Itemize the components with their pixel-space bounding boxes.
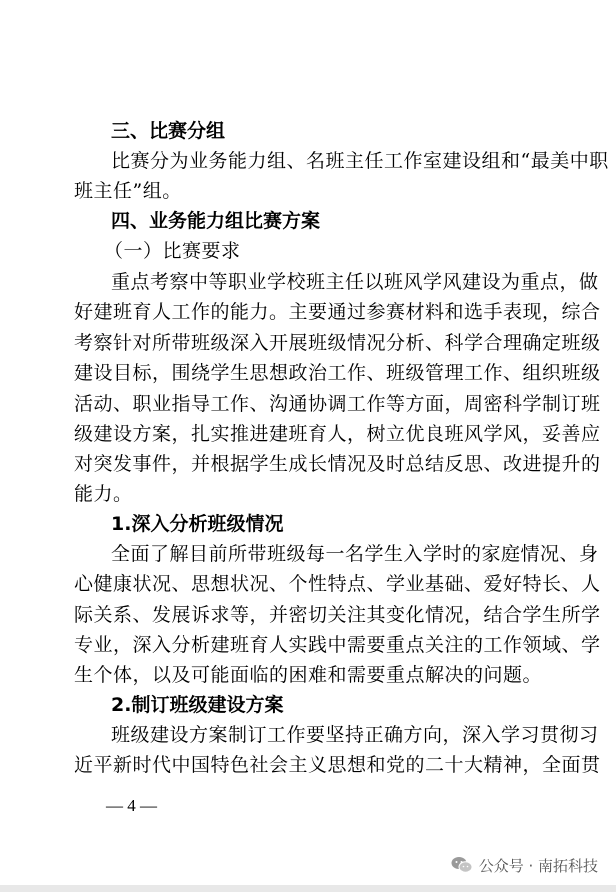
item-1-title: 1.深入分析班级情况 — [111, 513, 284, 535]
paragraph-line: 班主任”组。 — [74, 180, 182, 202]
paragraph-line: 重点考察中等职业学校班主任以班风学风建设为重点，做 — [111, 271, 599, 293]
paragraph-line: 好建班育人工作的能力。主要通过参赛材料和选手表现，综合 — [74, 301, 601, 323]
item-2-title: 2.制订班级建设方案 — [111, 694, 284, 716]
section-heading-4: 四、业务能力组比赛方案 — [111, 210, 321, 232]
subheading-1: （一）比赛要求 — [104, 240, 241, 262]
paragraph-line: 全面了解目前所带班级每一名学生入学时的家庭情况、身 — [111, 543, 599, 565]
paragraph-line: 专业，深入分析建班育人实践中需要重点关注的工作领域、学 — [74, 634, 601, 656]
watermark-text: 公众号 · 南拓科技 — [478, 856, 598, 875]
paragraph-line: 近平新时代中国特色社会主义思想和党的二十大精神，全面贯 — [74, 754, 601, 776]
paragraph-line: 考察针对所带班级深入开展班级情况分析、科学合理确定班级 — [74, 332, 601, 354]
paragraph-line: 级建设方案，扎实推进建班育人，树立优良班风学风，妥善应 — [74, 423, 601, 445]
paragraph-line: 比赛分为业务能力组、名班主任工作室建设组和“最美中职 — [111, 150, 609, 172]
section-heading-3: 三、比赛分组 — [111, 120, 226, 142]
page-number: — 4 — — [106, 796, 157, 815]
paragraph-line: 对突发事件，并根据学生成长情况及时总结反思、改进提升的 — [74, 453, 601, 475]
paragraph-line: 心健康状况、思想状况、个性特点、学业基础、爱好特长、人 — [74, 573, 601, 595]
paragraph-line: 际关系、发展诉求等，并密切关注其变化情况，结合学生所学 — [74, 604, 601, 626]
paragraph-line: 生个体，以及可能面临的困难和需要重点解决的问题。 — [74, 664, 543, 686]
bottom-divider — [0, 885, 616, 892]
paragraph-line: 建设目标，围绕学生思想政治工作、班级管理工作、组织班级 — [74, 362, 601, 384]
watermark — [451, 852, 598, 878]
paragraph-line: 能力。 — [74, 483, 133, 505]
paragraph-line: 班级建设方案制订工作要坚持正确方向，深入学习贯彻习 — [111, 724, 599, 746]
paragraph-line: 活动、职业指导工作、沟通协调工作等方面，周密科学制订班 — [74, 393, 601, 415]
wechat-icon — [451, 856, 473, 874]
